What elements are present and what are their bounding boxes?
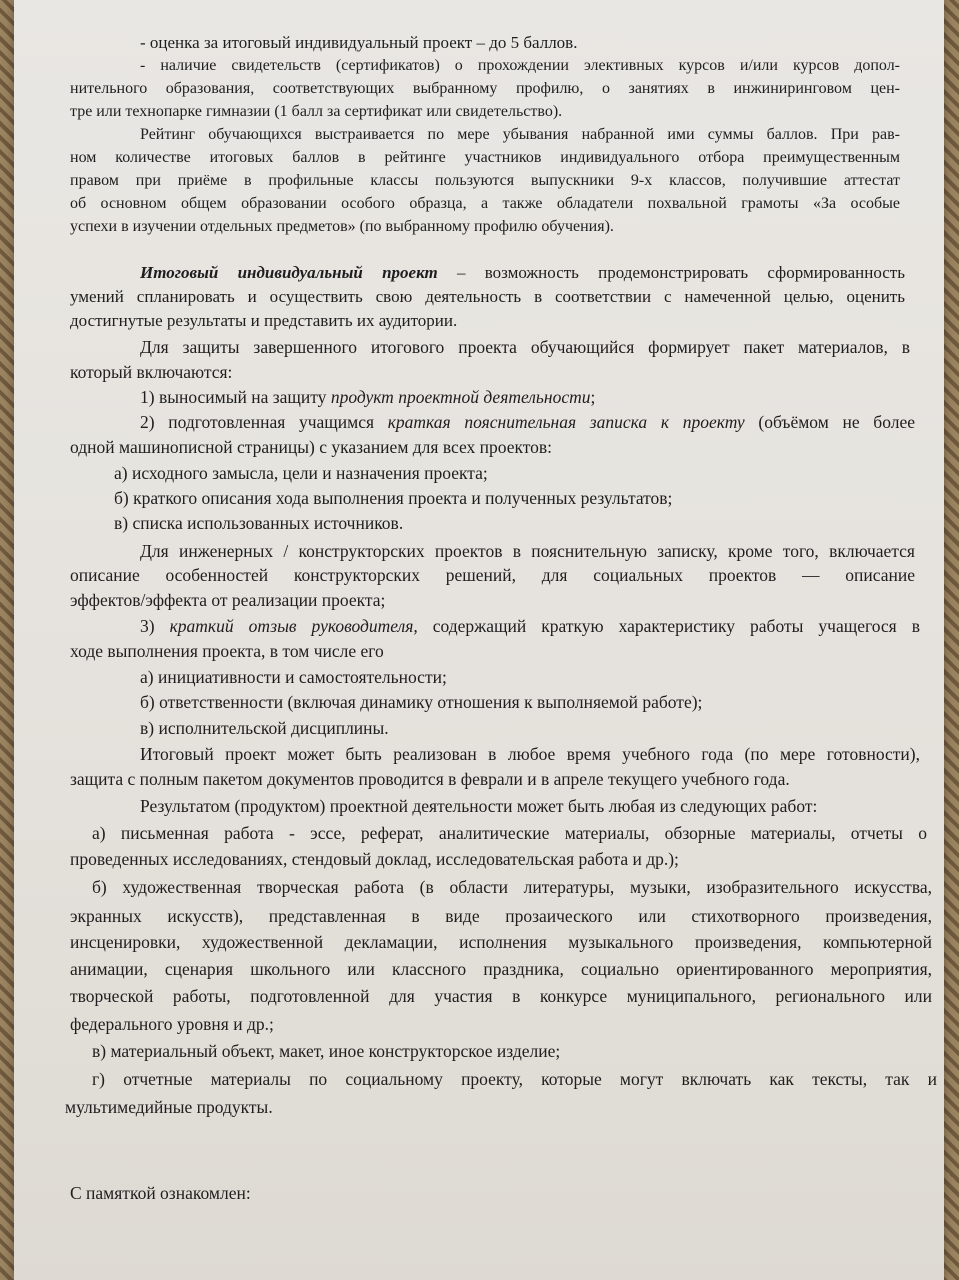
text-segment: защита с полным пакетом документов проводится в феврали и в апреле текущего учебного года. — [70, 769, 790, 789]
text-line — [140, 336, 910, 358]
text-line — [140, 411, 915, 433]
text-segment: – возможность продемонстрировать сформированность — [437, 263, 905, 282]
text-segment: об основном общем образовании особого образца, а также обладатели похвальной грамоты «За особые — [70, 195, 900, 212]
text-segment: экранных искусств), представленная в виде прозаического или стихотворного произведения, — [70, 906, 932, 926]
text-segment: в) материальный объект, макет, иное конструкторское изделие; — [92, 1041, 561, 1061]
text-segment: краткий отзыв руководителя, — [169, 616, 418, 636]
text-line — [70, 985, 932, 1007]
text-line — [140, 717, 440, 739]
text-segment: творческой работы, подготовленной для участия в конкурсе муниципального, регионального или — [70, 986, 932, 1006]
text-segment: умений спланировать и осуществить свою деятельность в соответствии с намеченной целью, оценить — [70, 287, 905, 306]
text-line — [70, 589, 450, 611]
text-line — [70, 361, 270, 383]
text-segment: в) исполнительской дисциплины. — [140, 718, 389, 738]
text-segment: 3) — [140, 616, 170, 636]
text-line — [140, 262, 905, 284]
text-segment: 1) выносимый на защиту — [140, 387, 331, 407]
text-segment: Рейтинг обучающихся выстраивается по мере убывания набранной ими суммы баллов. При рав- — [140, 126, 900, 143]
text-line — [140, 666, 520, 688]
text-line — [70, 216, 730, 238]
text-segment: мультимедийные продукты. — [65, 1097, 273, 1117]
text-segment: Для инженерных / конструкторских проектов в пояснительную записку, кроме того, включается — [140, 541, 915, 561]
text-line — [70, 286, 905, 308]
text-line — [92, 876, 932, 898]
text-segment: б) художественная творческая работа (в области литературы, музыки, изобразительного искусства, — [92, 877, 932, 897]
text-line — [92, 1068, 937, 1090]
text-segment: эффектов/эффекта от реализации проекта; — [70, 590, 386, 610]
text-segment: одной машинописной страницы) с указанием для всех проектов: — [70, 437, 553, 457]
text-line — [70, 768, 890, 790]
text-segment: г) отчетные материалы по социальному проекту, которые могут включать как тексты, так и — [92, 1069, 937, 1089]
text-line — [140, 615, 920, 637]
text-segment: тре или технопарке гимназии (1 балл за сертификат или свидетельство). — [70, 103, 563, 120]
text-line — [70, 170, 900, 192]
text-line — [70, 640, 470, 662]
text-line — [65, 1096, 345, 1118]
text-line — [92, 1040, 672, 1062]
text-segment: успехи в изучении отдельных предметов» (по выбранному профилю обучения). — [70, 218, 614, 235]
text-segment: а) исходного замысла, цели и назначения проекта; — [114, 463, 488, 483]
text-segment: инсценировки, художественной декламации, исполнения музыкального произведения, компьютерной — [70, 932, 932, 952]
text-segment: федерального уровня и др.; — [70, 1014, 274, 1034]
text-segment: Итоговый индивидуальный проект — [140, 263, 438, 282]
text-line — [140, 124, 900, 146]
text-segment: Итоговый проект может быть реализован в любое время учебного года (по мере готовности), — [140, 744, 920, 764]
text-segment: ном количестве итоговых баллов в рейтинге участников индивидуального отбора преимущественным — [70, 149, 900, 166]
text-segment: правом при приёме в профильные классы пользуются выпускники 9-х классов, получившие аттестат — [70, 172, 900, 189]
text-segment: б) краткого описания хода выполнения проекта и полученных результатов; — [114, 488, 673, 508]
text-line — [70, 101, 670, 123]
text-line — [140, 55, 900, 77]
text-segment: содержащий краткую характеристику работы учащегося в — [417, 616, 920, 636]
text-line — [70, 958, 932, 980]
text-segment: 2) подготовленная учащимся — [140, 412, 388, 432]
text-line — [114, 462, 574, 484]
text-segment: который включаются: — [70, 362, 233, 382]
text-segment: достигнутые результаты и представить их аудитории. — [70, 311, 458, 330]
text-segment: а) письменная работа - эссе, реферат, аналитические материалы, обзорные материалы, отчеты о — [92, 823, 927, 843]
text-segment: а) инициативности и самостоятельности; — [140, 667, 447, 687]
text-segment: описание особенностей конструкторских решений, для социальных проектов — описание — [70, 565, 915, 585]
text-segment: б) ответственности (включая динамику отношения к выполняемой работе); — [140, 692, 703, 712]
text-line — [92, 822, 927, 844]
text-line — [140, 386, 700, 408]
text-line — [70, 1182, 330, 1204]
text-line — [70, 1013, 350, 1035]
text-segment: - наличие свидетельств (сертификатов) о прохождении элективных курсов и/или курсов допол- — [140, 57, 900, 74]
text-segment: в) списка использованных источников. — [114, 513, 404, 533]
text-line — [70, 931, 932, 953]
text-line — [114, 512, 474, 534]
text-segment: нительного образования, соответствующих выбранному профилю, о занятиях в инжиниринговом цен- — [70, 80, 900, 97]
text-line — [140, 795, 900, 817]
text-line — [70, 848, 810, 870]
text-line — [70, 436, 630, 458]
text-line — [70, 564, 915, 586]
text-line — [140, 540, 915, 562]
text-segment: ; — [590, 387, 596, 407]
text-segment: Для защиты завершенного итогового проекта обучающийся формирует пакет материалов, в — [140, 337, 910, 357]
text-line — [114, 487, 754, 509]
text-segment: - оценка за итоговый индивидуальный проект – до 5 баллов. — [140, 33, 578, 52]
text-line — [70, 147, 900, 169]
text-line — [140, 691, 790, 713]
text-segment: продукт проектной деятельности — [330, 387, 591, 407]
text-segment: (объёмом не более — [744, 412, 915, 432]
document-page — [14, 0, 944, 1280]
text-segment: краткая пояснительная записка к проекту — [387, 412, 745, 432]
text-line — [70, 310, 550, 332]
text-segment: Результатом (продуктом) проектной деятельности может быть любая из следующих работ: — [140, 796, 818, 816]
text-line — [70, 78, 900, 100]
text-line — [140, 743, 920, 765]
text-line — [140, 32, 620, 54]
text-line — [70, 905, 932, 927]
text-segment: проведенных исследованиях, стендовый доклад, исследовательская работа и др.); — [70, 849, 679, 869]
text-segment: анимации, сценария школьного или классного праздника, социально ориентированного мероприятия, — [70, 959, 932, 979]
text-segment: С памяткой ознакомлен: — [70, 1183, 251, 1203]
text-line — [70, 193, 900, 215]
text-segment: ходе выполнения проекта, в том числе его — [70, 641, 384, 661]
